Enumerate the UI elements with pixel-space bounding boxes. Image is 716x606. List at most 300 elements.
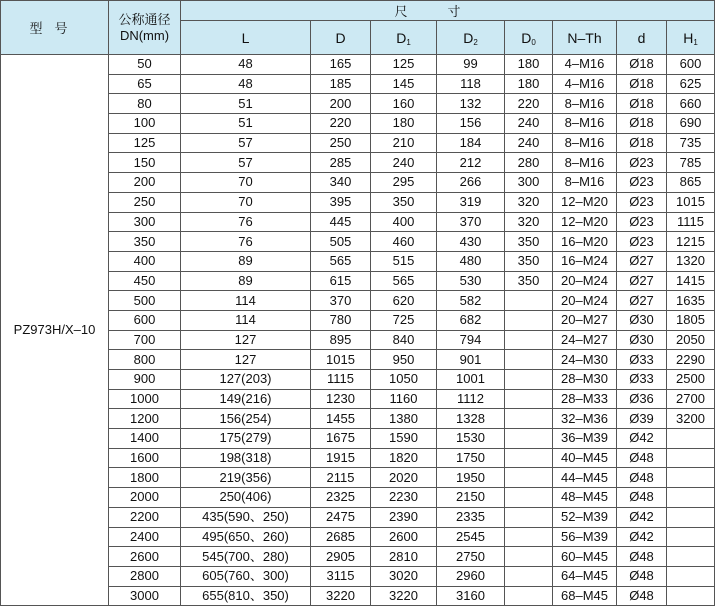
cell-H1: [667, 507, 715, 527]
cell-D1: 2600: [371, 527, 437, 547]
cell-D1: 515: [371, 251, 437, 271]
cell-nth: 56–M39: [553, 527, 617, 547]
cell-D2: 266: [437, 173, 505, 193]
cell-H1: 785: [667, 153, 715, 173]
cell-D2: 99: [437, 55, 505, 75]
cell-nth: 36–M39: [553, 429, 617, 449]
table-row: [1, 488, 715, 508]
cell-H1: 660: [667, 94, 715, 114]
cell-D2: 3160: [437, 586, 505, 606]
cell-D2: 2960: [437, 566, 505, 586]
cell-D1: 125: [371, 55, 437, 75]
cell-H1: 2290: [667, 350, 715, 370]
cell-dn: 300: [109, 212, 181, 232]
cell-D2: 2750: [437, 547, 505, 567]
cell-d: Ø23: [617, 173, 667, 193]
cell-D: 895: [311, 330, 371, 350]
cell-D0: [505, 310, 553, 330]
col-header-H1-base: H: [683, 29, 694, 46]
nominal-diameter-unit: DN(mm): [119, 27, 170, 43]
cell-D1: 840: [371, 330, 437, 350]
cell-D1: 210: [371, 133, 437, 153]
cell-D: 250: [311, 133, 371, 153]
cell-D0: [505, 448, 553, 468]
cell-dn: 200: [109, 173, 181, 193]
cell-d: Ø18: [617, 74, 667, 94]
cell-D: 445: [311, 212, 371, 232]
dimensions-group-header: 尺寸: [181, 1, 715, 21]
cell-L: 219(356): [181, 468, 311, 488]
cell-nth: 8–M16: [553, 153, 617, 173]
cell-D0: [505, 586, 553, 606]
cell-L: 114: [181, 291, 311, 311]
col-header-D1-base: D: [396, 29, 407, 46]
table-row: [1, 173, 715, 193]
table-row: [1, 153, 715, 173]
table-row: [1, 133, 715, 153]
cell-d: Ø48: [617, 547, 667, 567]
cell-dn: 125: [109, 133, 181, 153]
cell-D: 2115: [311, 468, 371, 488]
cell-d: Ø48: [617, 468, 667, 488]
model-cell: PZ973H/X–10: [1, 55, 109, 606]
col-header-H1: [667, 21, 715, 55]
cell-nth: 20–M24: [553, 291, 617, 311]
cell-d: Ø30: [617, 330, 667, 350]
cell-dn: 2200: [109, 507, 181, 527]
col-header-L: L: [181, 21, 311, 55]
cell-D0: [505, 507, 553, 527]
cell-d: Ø18: [617, 114, 667, 134]
cell-L: 89: [181, 251, 311, 271]
cell-L: 48: [181, 55, 311, 75]
col-header-d: d: [617, 21, 667, 55]
cell-D: 2325: [311, 488, 371, 508]
cell-L: 70: [181, 173, 311, 193]
cell-L: 127: [181, 350, 311, 370]
table-row: [1, 192, 715, 212]
cell-H1: [667, 547, 715, 567]
cell-dn: 600: [109, 310, 181, 330]
cell-dn: 700: [109, 330, 181, 350]
cell-H1: [667, 488, 715, 508]
cell-L: 89: [181, 271, 311, 291]
cell-dn: 400: [109, 251, 181, 271]
col-header-D0-sub: 0: [531, 37, 536, 47]
cell-H1: 1635: [667, 291, 715, 311]
table-row: [1, 566, 715, 586]
col-header-D1-sub: 1: [406, 37, 411, 47]
cell-D2: 1328: [437, 409, 505, 429]
cell-nth: 20–M27: [553, 310, 617, 330]
cell-D0: [505, 566, 553, 586]
cell-L: 57: [181, 153, 311, 173]
cell-D0: 300: [505, 173, 553, 193]
cell-dn: 450: [109, 271, 181, 291]
cell-D: 340: [311, 173, 371, 193]
cell-D0: [505, 291, 553, 311]
cell-D0: 240: [505, 114, 553, 134]
cell-D0: [505, 429, 553, 449]
cell-D: 615: [311, 271, 371, 291]
cell-D2: 370: [437, 212, 505, 232]
cell-D2: 530: [437, 271, 505, 291]
cell-L: 175(279): [181, 429, 311, 449]
cell-dn: 1200: [109, 409, 181, 429]
cell-L: 51: [181, 94, 311, 114]
cell-D1: 950: [371, 350, 437, 370]
cell-D0: [505, 488, 553, 508]
table-body: [1, 55, 715, 606]
cell-H1: [667, 429, 715, 449]
cell-D1: 2810: [371, 547, 437, 567]
cell-L: 250(406): [181, 488, 311, 508]
cell-d: Ø48: [617, 586, 667, 606]
cell-D2: 184: [437, 133, 505, 153]
cell-D1: 1380: [371, 409, 437, 429]
cell-D0: 180: [505, 74, 553, 94]
cell-D1: 3220: [371, 586, 437, 606]
cell-H1: 2050: [667, 330, 715, 350]
cell-nth: 60–M45: [553, 547, 617, 567]
cell-nth: 8–M16: [553, 94, 617, 114]
cell-dn: 250: [109, 192, 181, 212]
cell-D: 1230: [311, 389, 371, 409]
cell-H1: 690: [667, 114, 715, 134]
cell-H1: 2700: [667, 389, 715, 409]
cell-dn: 80: [109, 94, 181, 114]
cell-D1: 400: [371, 212, 437, 232]
cell-D2: 682: [437, 310, 505, 330]
cell-nth: 28–M30: [553, 370, 617, 390]
cell-nth: 44–M45: [553, 468, 617, 488]
cell-nth: 4–M16: [553, 74, 617, 94]
cell-d: Ø48: [617, 488, 667, 508]
cell-D0: 320: [505, 192, 553, 212]
table-row: [1, 310, 715, 330]
cell-d: Ø42: [617, 507, 667, 527]
cell-D2: 582: [437, 291, 505, 311]
cell-L: 545(700、280): [181, 547, 311, 567]
cell-L: 127(203): [181, 370, 311, 390]
cell-nth: 8–M16: [553, 114, 617, 134]
cell-L: 149(216): [181, 389, 311, 409]
cell-D: 220: [311, 114, 371, 134]
cell-H1: [667, 566, 715, 586]
cell-H1: 2500: [667, 370, 715, 390]
cell-H1: [667, 586, 715, 606]
cell-dn: 2000: [109, 488, 181, 508]
cell-d: Ø23: [617, 192, 667, 212]
cell-dn: 350: [109, 232, 181, 252]
cell-D: 370: [311, 291, 371, 311]
cell-dn: 2600: [109, 547, 181, 567]
cell-D0: 220: [505, 94, 553, 114]
cell-D1: 160: [371, 94, 437, 114]
cell-dn: 1000: [109, 389, 181, 409]
cell-D0: 350: [505, 271, 553, 291]
cell-H1: [667, 448, 715, 468]
table-row: [1, 74, 715, 94]
cell-L: 605(760、300): [181, 566, 311, 586]
cell-dn: 100: [109, 114, 181, 134]
cell-D: 1915: [311, 448, 371, 468]
col-header-D2: [437, 21, 505, 55]
cell-L: 435(590、250): [181, 507, 311, 527]
cell-nth: 68–M45: [553, 586, 617, 606]
cell-dn: 3000: [109, 586, 181, 606]
cell-nth: 24–M30: [553, 350, 617, 370]
cell-D1: 3020: [371, 566, 437, 586]
cell-d: Ø27: [617, 271, 667, 291]
col-header-D: D: [311, 21, 371, 55]
cell-D0: 280: [505, 153, 553, 173]
cell-D: 200: [311, 94, 371, 114]
cell-nth: 64–M45: [553, 566, 617, 586]
cell-L: 76: [181, 232, 311, 252]
cell-D: 165: [311, 55, 371, 75]
cell-D0: [505, 370, 553, 390]
nominal-diameter-label: 公称通径: [118, 11, 171, 27]
cell-nth: 20–M24: [553, 271, 617, 291]
table-row: [1, 114, 715, 134]
nominal-diameter-header: [109, 1, 181, 55]
cell-H1: 3200: [667, 409, 715, 429]
cell-D0: 240: [505, 133, 553, 153]
cell-L: 198(318): [181, 448, 311, 468]
cell-D2: 319: [437, 192, 505, 212]
cell-D2: 901: [437, 350, 505, 370]
cell-D: 285: [311, 153, 371, 173]
cell-nth: 4–M16: [553, 55, 617, 75]
cell-D: 1675: [311, 429, 371, 449]
cell-H1: 1415: [667, 271, 715, 291]
cell-D: 780: [311, 310, 371, 330]
cell-H1: 865: [667, 173, 715, 193]
table-row: [1, 507, 715, 527]
table-row: [1, 94, 715, 114]
cell-nth: 32–M36: [553, 409, 617, 429]
cell-D2: 132: [437, 94, 505, 114]
cell-D1: 2390: [371, 507, 437, 527]
table-row: [1, 212, 715, 232]
table-row: [1, 448, 715, 468]
cell-D2: 430: [437, 232, 505, 252]
cell-D1: 1820: [371, 448, 437, 468]
col-header-D2-base: D: [463, 29, 474, 46]
cell-D2: 2150: [437, 488, 505, 508]
cell-dn: 150: [109, 153, 181, 173]
table-row: [1, 547, 715, 567]
cell-L: 76: [181, 212, 311, 232]
table-row: [1, 271, 715, 291]
cell-dn: 65: [109, 74, 181, 94]
table-row: [1, 527, 715, 547]
cell-L: 57: [181, 133, 311, 153]
table-row: [1, 586, 715, 606]
table-row: [1, 409, 715, 429]
cell-D1: 1050: [371, 370, 437, 390]
cell-D2: 212: [437, 153, 505, 173]
cell-D: 2905: [311, 547, 371, 567]
cell-d: Ø23: [617, 232, 667, 252]
cell-d: Ø42: [617, 527, 667, 547]
cell-H1: [667, 468, 715, 488]
cell-D1: 180: [371, 114, 437, 134]
cell-D1: 240: [371, 153, 437, 173]
cell-D: 395: [311, 192, 371, 212]
cell-L: 48: [181, 74, 311, 94]
table-row: [1, 429, 715, 449]
cell-nth: 16–M24: [553, 251, 617, 271]
col-header-H1-sub: 1: [693, 37, 698, 47]
cell-D0: 320: [505, 212, 553, 232]
cell-D1: 620: [371, 291, 437, 311]
table-row: [1, 389, 715, 409]
cell-D1: 725: [371, 310, 437, 330]
cell-H1: 735: [667, 133, 715, 153]
cell-D2: 480: [437, 251, 505, 271]
cell-D2: 1950: [437, 468, 505, 488]
cell-d: Ø27: [617, 291, 667, 311]
table-row: [1, 330, 715, 350]
cell-H1: 1320: [667, 251, 715, 271]
cell-nth: 40–M45: [553, 448, 617, 468]
col-header-D0-base: D: [521, 29, 532, 46]
cell-L: 156(254): [181, 409, 311, 429]
cell-D: 505: [311, 232, 371, 252]
cell-H1: 1015: [667, 192, 715, 212]
cell-D: 185: [311, 74, 371, 94]
cell-D: 3115: [311, 566, 371, 586]
cell-D0: [505, 527, 553, 547]
cell-H1: 1115: [667, 212, 715, 232]
col-header-D1: [371, 21, 437, 55]
cell-D: 2475: [311, 507, 371, 527]
cell-d: Ø36: [617, 389, 667, 409]
cell-nth: 16–M20: [553, 232, 617, 252]
cell-D0: 350: [505, 232, 553, 252]
cell-D2: 794: [437, 330, 505, 350]
cell-L: 114: [181, 310, 311, 330]
cell-d: Ø39: [617, 409, 667, 429]
cell-nth: 12–M20: [553, 212, 617, 232]
cell-dn: 1800: [109, 468, 181, 488]
cell-dn: 50: [109, 55, 181, 75]
cell-D1: 295: [371, 173, 437, 193]
cell-nth: 8–M16: [553, 133, 617, 153]
cell-d: Ø33: [617, 370, 667, 390]
cell-H1: 625: [667, 74, 715, 94]
col-header-D2-sub: 2: [473, 37, 478, 47]
cell-L: 70: [181, 192, 311, 212]
cell-dn: 2400: [109, 527, 181, 547]
cell-D1: 2230: [371, 488, 437, 508]
cell-D2: 1001: [437, 370, 505, 390]
cell-nth: 52–M39: [553, 507, 617, 527]
cell-d: Ø18: [617, 133, 667, 153]
cell-dn: 800: [109, 350, 181, 370]
cell-nth: 48–M45: [553, 488, 617, 508]
table-row: [1, 291, 715, 311]
col-header-NTh: N–Th: [553, 21, 617, 55]
cell-D1: 460: [371, 232, 437, 252]
cell-D2: 2545: [437, 527, 505, 547]
cell-nth: 24–M27: [553, 330, 617, 350]
cell-d: Ø23: [617, 153, 667, 173]
cell-D: 3220: [311, 586, 371, 606]
table-row: [1, 468, 715, 488]
cell-dn: 1600: [109, 448, 181, 468]
cell-D0: 180: [505, 55, 553, 75]
cell-d: Ø18: [617, 94, 667, 114]
cell-D0: [505, 468, 553, 488]
cell-D0: [505, 409, 553, 429]
cell-d: Ø48: [617, 448, 667, 468]
cell-H1: 600: [667, 55, 715, 75]
table-row: [1, 55, 715, 75]
cell-D2: 1530: [437, 429, 505, 449]
cell-D2: 2335: [437, 507, 505, 527]
cell-D1: 350: [371, 192, 437, 212]
cell-nth: 28–M33: [553, 389, 617, 409]
table-row: [1, 232, 715, 252]
cell-dn: 1400: [109, 429, 181, 449]
cell-H1: 1215: [667, 232, 715, 252]
table-row: [1, 370, 715, 390]
cell-dn: 500: [109, 291, 181, 311]
cell-d: Ø48: [617, 566, 667, 586]
cell-D2: 1112: [437, 389, 505, 409]
cell-D0: [505, 330, 553, 350]
cell-d: Ø23: [617, 212, 667, 232]
cell-D2: 1750: [437, 448, 505, 468]
cell-L: 51: [181, 114, 311, 134]
cell-d: Ø27: [617, 251, 667, 271]
cell-D2: 118: [437, 74, 505, 94]
cell-L: 127: [181, 330, 311, 350]
col-header-D0: [505, 21, 553, 55]
cell-L: 495(650、260): [181, 527, 311, 547]
cell-D: 1015: [311, 350, 371, 370]
cell-d: Ø42: [617, 429, 667, 449]
cell-D1: 145: [371, 74, 437, 94]
model-column-header: 型号: [1, 1, 109, 55]
cell-D1: 1160: [371, 389, 437, 409]
cell-D2: 156: [437, 114, 505, 134]
cell-d: Ø33: [617, 350, 667, 370]
cell-D1: 2020: [371, 468, 437, 488]
cell-H1: [667, 527, 715, 547]
cell-D: 1455: [311, 409, 371, 429]
cell-dn: 2800: [109, 566, 181, 586]
cell-dn: 900: [109, 370, 181, 390]
cell-D0: [505, 389, 553, 409]
cell-d: Ø18: [617, 55, 667, 75]
cell-nth: 8–M16: [553, 173, 617, 193]
cell-D1: 1590: [371, 429, 437, 449]
cell-D: 2685: [311, 527, 371, 547]
cell-d: Ø30: [617, 310, 667, 330]
cell-L: 655(810、350): [181, 586, 311, 606]
cell-H1: 1805: [667, 310, 715, 330]
cell-D1: 565: [371, 271, 437, 291]
table-row: [1, 251, 715, 271]
cell-D0: [505, 547, 553, 567]
cell-D0: [505, 350, 553, 370]
cell-D0: 350: [505, 251, 553, 271]
table-row: [1, 350, 715, 370]
